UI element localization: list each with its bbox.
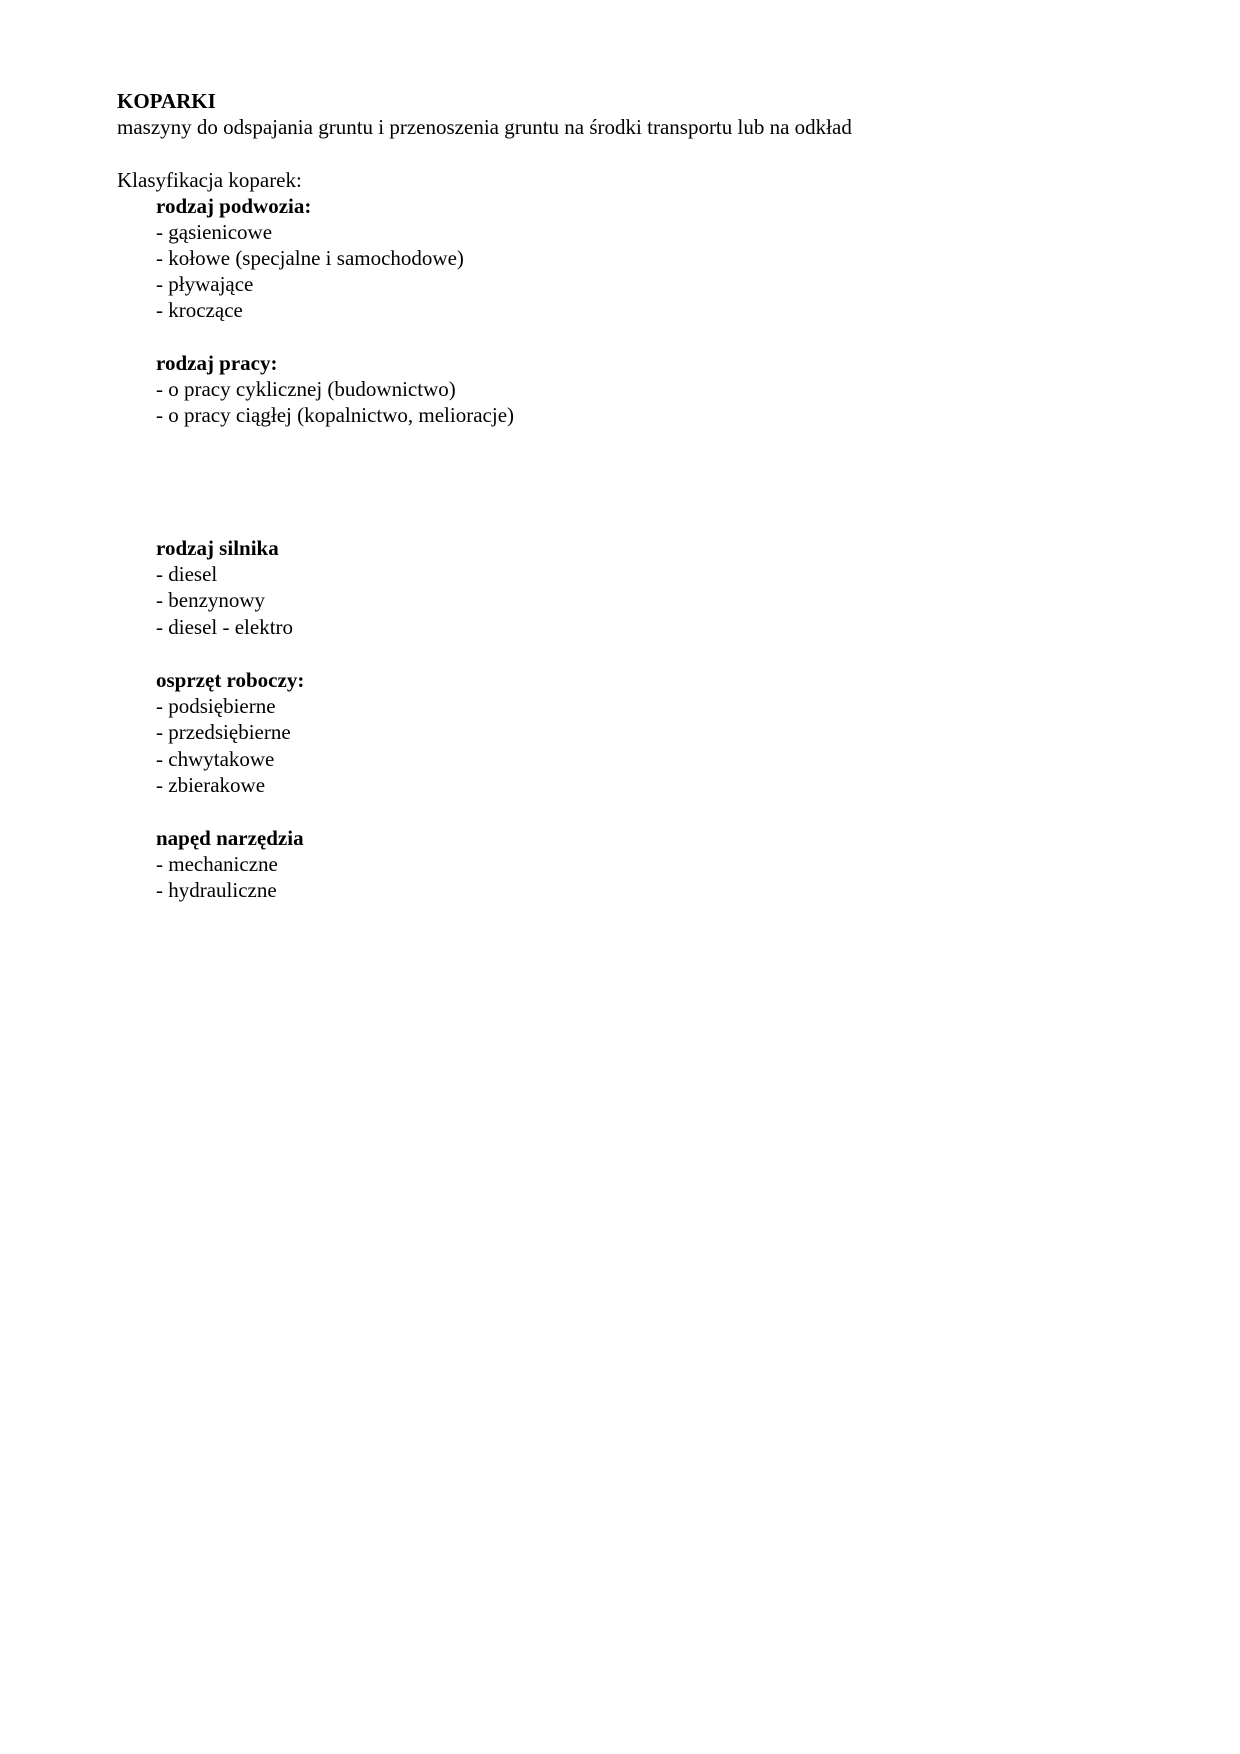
list-item: - pływające [156, 272, 254, 296]
list-item: - diesel - elektro [156, 615, 294, 639]
list-item: - o pracy cyklicznej (budownictwo) [156, 377, 456, 401]
list-item: - mechaniczne [156, 852, 278, 876]
list-item: - przedsiębierne [156, 720, 291, 744]
section-heading-work-type: rodzaj pracy: [156, 351, 278, 375]
list-item: - o pracy ciągłej (kopalnictwo, melioracje) [156, 403, 515, 427]
section-heading-attachment: osprzęt roboczy: [156, 668, 305, 692]
section-heading-undercarriage: rodzaj podwozia: [156, 194, 312, 218]
list-item: - podsiębierne [156, 694, 276, 718]
list-item: - zbierakowe [156, 773, 266, 797]
document-title: KOPARKI [117, 89, 216, 113]
list-item: - kołowe (specjalne i samochodowe) [156, 246, 464, 270]
section-heading-tool-drive: napęd narzędzia [156, 826, 304, 850]
list-item: - diesel [156, 562, 218, 586]
list-item: - benzynowy [156, 588, 266, 612]
list-item: - hydrauliczne [156, 878, 277, 902]
classification-heading: Klasyfikacja koparek: [117, 168, 302, 192]
list-item: - gąsienicowe [156, 220, 273, 244]
list-item: - chwytakowe [156, 747, 275, 771]
section-heading-engine-type: rodzaj silnika [156, 536, 279, 560]
definition-text: maszyny do odspajania gruntu i przenoszenia gruntu na środki transportu lub na odkład [117, 115, 852, 139]
list-item: - kroczące [156, 298, 243, 322]
